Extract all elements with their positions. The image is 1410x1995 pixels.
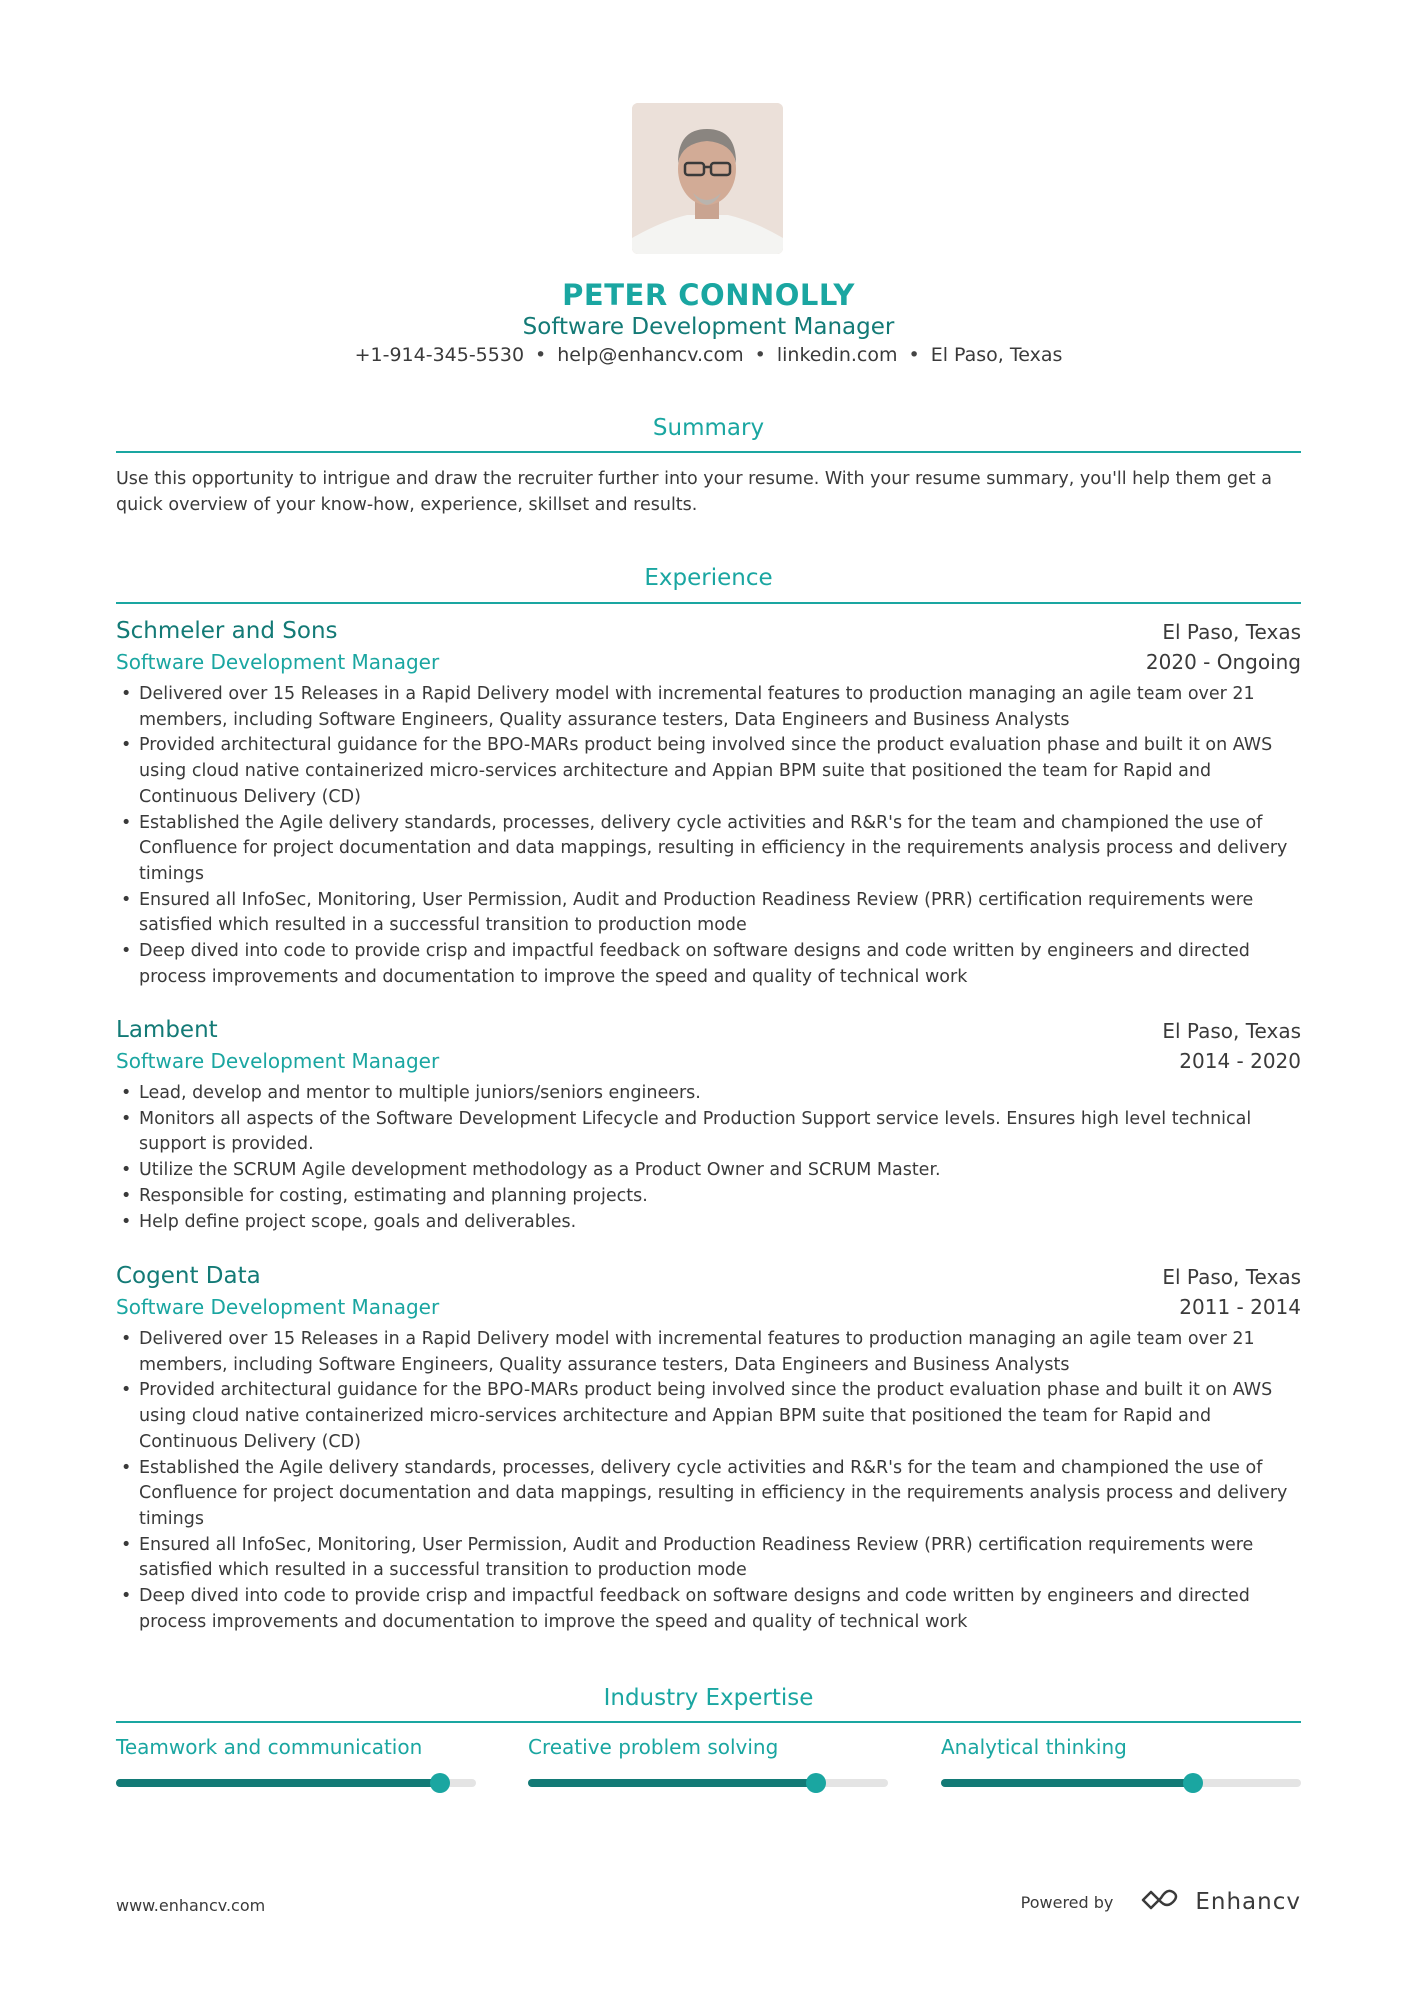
bullet-item: • Established the Agile delivery standards, processes, delivery cycle activities and R&R's for the team and championed the use of Confluence for project documentation and data mappings, resulting in efficiency in the requirements analysis process and delivery timings <box>116 811 1301 888</box>
skill-item <box>528 1735 888 1759</box>
resume-page <box>116 0 1301 1995</box>
expertise-divider <box>116 1721 1301 1723</box>
skill-bar-knob <box>806 1773 826 1793</box>
skill-item <box>116 1735 476 1759</box>
contact-line <box>116 344 1301 366</box>
phone-text: +1-914-345-5530 <box>354 344 525 366</box>
job-dates: 2014 - 2020 <box>1179 1049 1301 1073</box>
bullet-item: • Lead, develop and mentor to multiple juniors/seniors engineers. <box>116 1081 1301 1107</box>
bullet-item: • Help define project scope, goals and deliverables. <box>116 1210 1301 1236</box>
skill-bar-fill <box>528 1779 816 1787</box>
skill-bar-fill <box>941 1779 1193 1787</box>
powered-by-text: Powered by <box>1020 1892 1114 1912</box>
company-name: Lambent <box>116 1017 218 1043</box>
skill-bar-track <box>116 1779 476 1787</box>
skill-name: Analytical thinking <box>941 1735 1127 1759</box>
skill-item <box>941 1735 1301 1759</box>
bullet-item: • Delivered over 15 Releases in a Rapid Delivery model with incremental features to production managing an agile team over 21 members, including Software Engineers, Quality assurance testers, Data Engineers and Business Analysts <box>116 682 1301 733</box>
job-dates: 2020 - Ongoing <box>1145 650 1301 674</box>
candidate-title: Software Development Manager <box>522 314 895 340</box>
skill-bar-track <box>941 1779 1301 1787</box>
brand-name[interactable]: Enhancv <box>1195 1889 1301 1915</box>
bullet-item: • Utilize the SCRUM Agile development methodology as a Product Owner and SCRUM Master. <box>116 1158 1301 1184</box>
expertise-heading: Industry Expertise <box>603 1685 814 1711</box>
job-role: Software Development Manager <box>116 1295 440 1319</box>
footer-website-link[interactable]: www.enhancv.com <box>116 1896 266 1915</box>
separator-dot: • <box>754 344 766 366</box>
experience-divider <box>116 602 1301 604</box>
bullet-item: • Provided architectural guidance for the BPO-MARs product being involved since the product evaluation phase and built it on AWS using cloud native containerized micro-services architecture and Appian BPM suite that positioned the team for Rapid and Continuous Delivery (CD) <box>116 733 1301 810</box>
job-location: El Paso, Texas <box>1162 1019 1301 1043</box>
bullet-item: • Provided architectural guidance for the BPO-MARs product being involved since the product evaluation phase and built it on AWS using cloud native containerized micro-services architecture and Appian BPM suite that positioned the team for Rapid and Continuous Delivery (CD) <box>116 1378 1301 1455</box>
linkedin-link[interactable]: linkedin.com <box>776 344 898 366</box>
skill-bar-track <box>528 1779 888 1787</box>
job-bullets <box>116 1327 1301 1635</box>
enhancv-logo-icon <box>1139 1888 1185 1916</box>
separator-dot: • <box>535 344 547 366</box>
skill-name: Creative problem solving <box>528 1735 779 1759</box>
candidate-name: PETER CONNOLLY <box>562 278 855 312</box>
bullet-item: • Responsible for costing, estimating and planning projects. <box>116 1184 1301 1210</box>
bullet-item: • Delivered over 15 Releases in a Rapid Delivery model with incremental features to production managing an agile team over 21 members, including Software Engineers, Quality assurance testers, Data Engineers and Business Analysts <box>116 1327 1301 1378</box>
job-role: Software Development Manager <box>116 650 440 674</box>
job-location: El Paso, Texas <box>1162 620 1301 644</box>
job-bullets <box>116 682 1301 990</box>
job-location: El Paso, Texas <box>1162 1265 1301 1289</box>
footer-branding <box>1021 1888 1301 1916</box>
skill-bar-knob <box>1183 1773 1203 1793</box>
company-name: Cogent Data <box>116 1263 261 1289</box>
summary-text: Use this opportunity to intrigue and draw the recruiter further into your resume. With your resume summary, you'll help them get a quick overview of your know-how, experience, skillset and results. <box>116 469 1272 515</box>
skill-bar-fill <box>116 1779 440 1787</box>
email-link[interactable]: help@enhancv.com <box>557 344 744 366</box>
bullet-item: • Ensured all InfoSec, Monitoring, User Permission, Audit and Production Readiness Review (PRR) certification requirements were satisfied which resulted in a successful transition to production mode <box>116 1533 1301 1584</box>
experience-heading: Experience <box>644 565 773 591</box>
location-text: El Paso, Texas <box>930 344 1063 366</box>
bullet-item: • Deep dived into code to provide crisp and impactful feedback on software designs and code written by engineers and directed process improvements and documentation to improve the speed and quality of technical work <box>116 1584 1301 1635</box>
bullet-item: • Established the Agile delivery standards, processes, delivery cycle activities and R&R's for the team and championed the use of Confluence for project documentation and data mappings, resulting in efficiency in the requirements analysis process and delivery timings <box>116 1456 1301 1533</box>
skill-name: Teamwork and communication <box>116 1735 423 1759</box>
job-bullets <box>116 1081 1301 1235</box>
bullet-item: • Deep dived into code to provide crisp and impactful feedback on software designs and code written by engineers and directed process improvements and documentation to improve the speed and quality of technical work <box>116 939 1301 990</box>
separator-dot: • <box>908 344 920 366</box>
job-role: Software Development Manager <box>116 1049 440 1073</box>
skill-bar-knob <box>430 1773 450 1793</box>
bullet-item: • Ensured all InfoSec, Monitoring, User Permission, Audit and Production Readiness Review (PRR) certification requirements were satisfied which resulted in a successful transition to production mode <box>116 888 1301 939</box>
summary-heading: Summary <box>652 415 765 441</box>
profile-photo <box>632 103 783 254</box>
bullet-item: • Monitors all aspects of the Software Development Lifecycle and Production Support service levels. Ensures high level technical support is provided. <box>116 1107 1301 1158</box>
summary-divider <box>116 451 1301 453</box>
company-name: Schmeler and Sons <box>116 618 338 644</box>
job-dates: 2011 - 2014 <box>1179 1295 1301 1319</box>
